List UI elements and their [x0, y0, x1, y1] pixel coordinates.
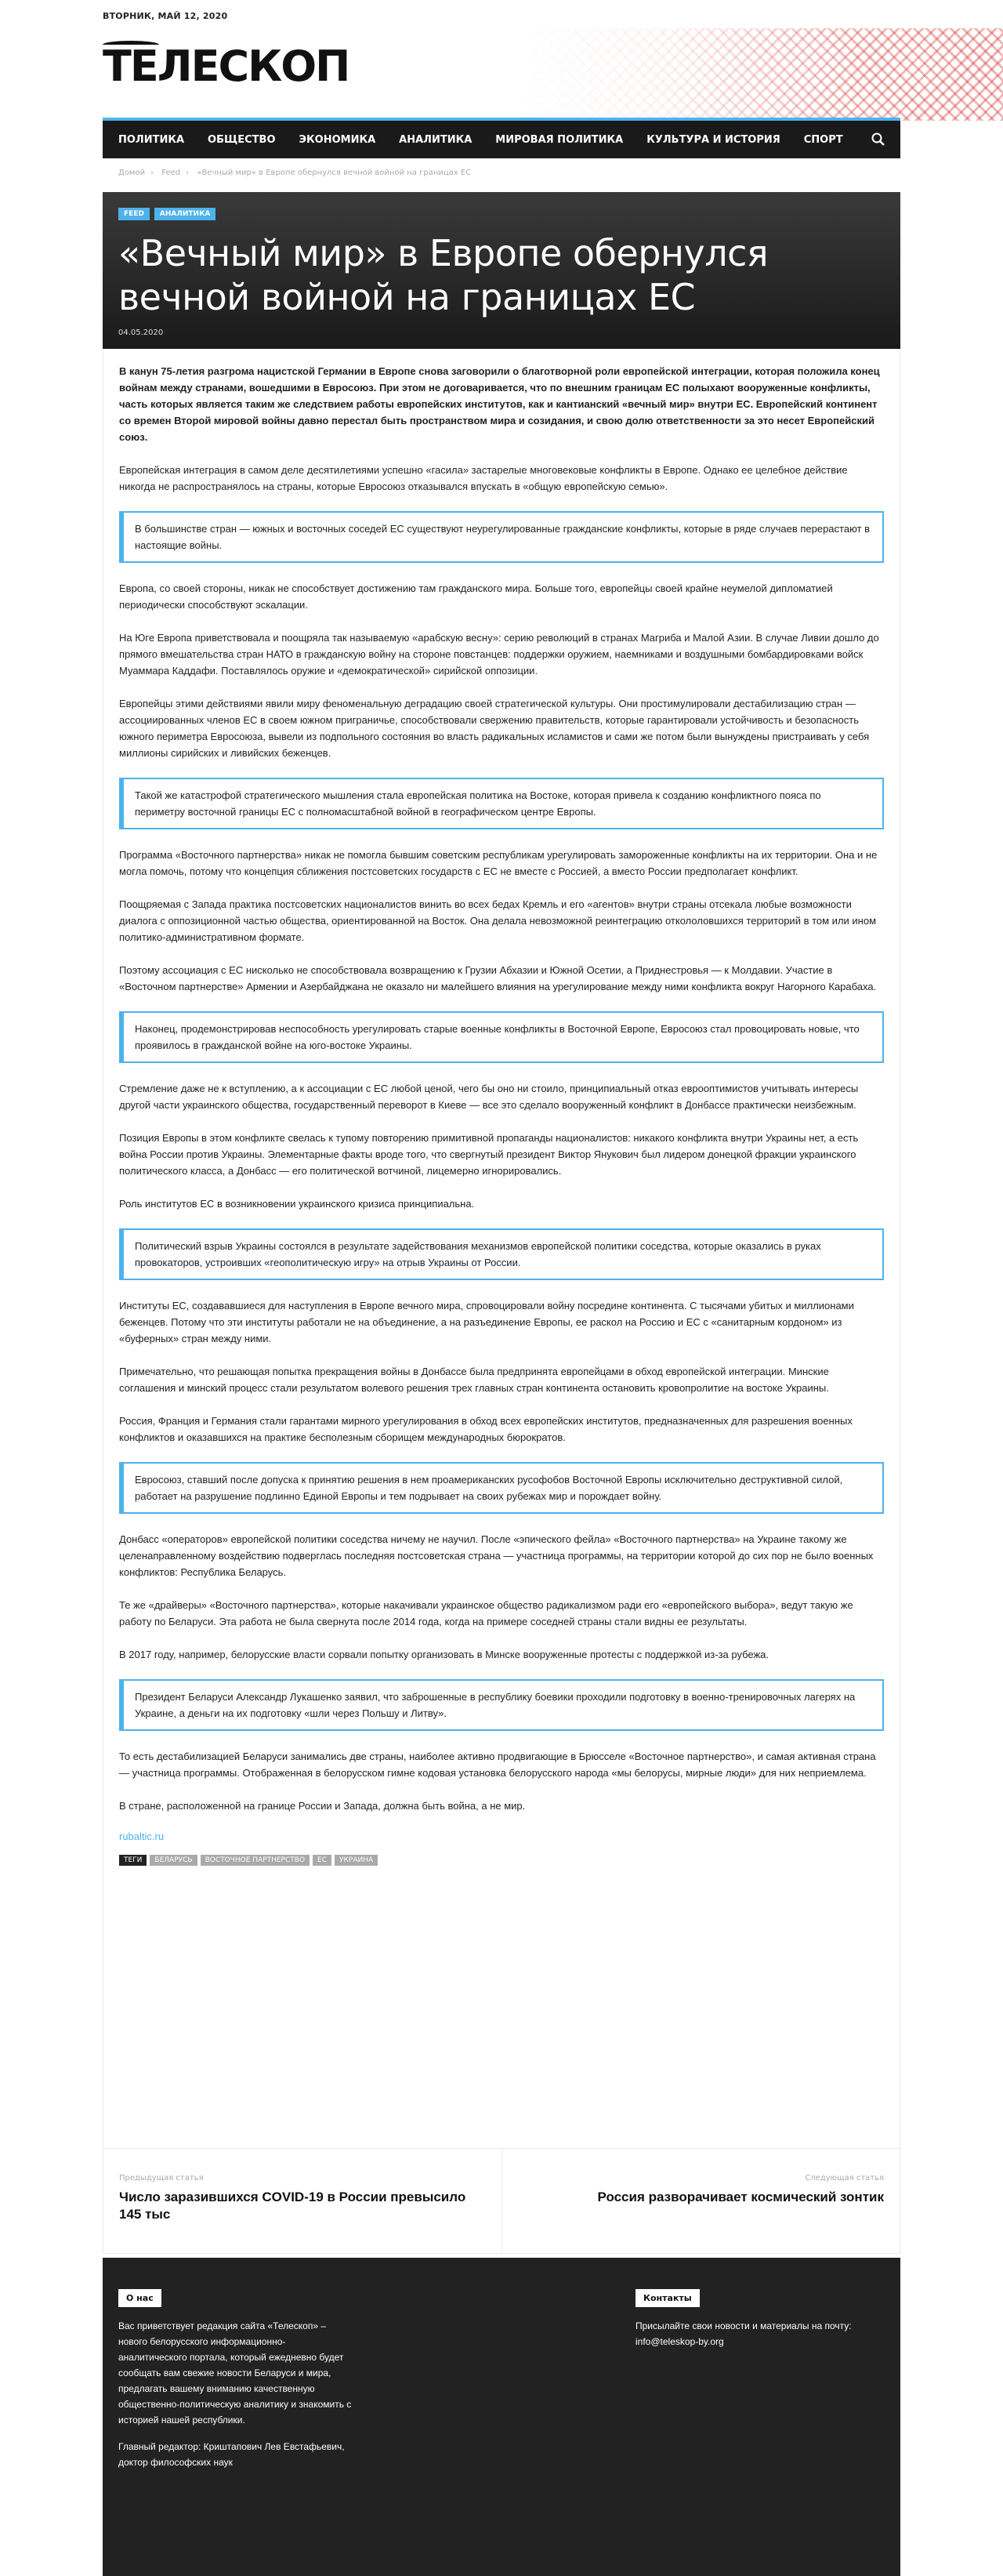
pull-quote: Наконец, продемонстрировав неспособность урегулировать старые военные конфликты в Восточной Европе, Евросоюз стал провоцировать новые, что проявилось в гражданской войне на юго-востоке Украины.	[119, 1011, 884, 1063]
source-link[interactable]: rubaltic.ru	[119, 1830, 165, 1842]
paragraph: Институты ЕС, создававшиеся для наступления в Европе вечного мира, спровоцировали войну посредине континента. С тысячами убитых и миллионами беженцев. Потому что эти институты работали не на объединение, а на разъединение Европы, ее раскол на Россию и ЕС с «санитарным кордоном» из «буферных» стран между ними.	[119, 1300, 854, 1344]
category-tag-analytics[interactable]: АНАЛИТИКА	[154, 208, 215, 220]
tag-ukraine[interactable]: УКРАИНА	[335, 1855, 378, 1866]
footer-about-title: О нас	[118, 2289, 161, 2307]
paragraph: Поэтому ассоциация с ЕС нисколько не способствовала возвращению к Грузии Абхазии и Южной Осетии, а Приднестровья — к Молдавии. Участие в «Восточном партнерстве» Армении и Азербайджана не оказало ни малейшего влияния на урегулирование между ними конфликта вокруг Нагорного Карабаха.	[119, 964, 877, 992]
paragraph: Европейская интеграция в самом деле десятилетиями успешно «гасила» застарелые многовековые конфликты в Европе. Однако ее целебное действие никогда не распространялось на страны, которые Евросоюз отказывался впускать в «общую европейскую семью».	[119, 464, 848, 492]
category-tags	[118, 208, 885, 220]
paragraph: Позиция Европы в этом конфликте свелась к тупому повторению примитивной пропаганды националистов: никакого конфликта внутри Украины нет, а есть война России против Украины. Элементарные факты вроде того, что свергнутый президент Виктор Янукович был лидером донецкой фракции украинского политического класса, а Донбасс — его политической вотчиной, лицемерно игнорировались.	[119, 1132, 859, 1177]
next-post-label: Следующая статья	[805, 2174, 884, 2182]
current-date: ВТОРНИК, МАЙ 12, 2020	[103, 11, 228, 21]
nav-item-sport[interactable]: СПОРТ	[803, 133, 843, 146]
footer-contacts-title: Контакты	[635, 2289, 700, 2307]
paragraph: Европейцы этими действиями явили миру феноменальную деградацию своей стратегической культуры. Они простимулировали дестабилизацию стран — ассоциированных членов ЕС в своем южном приграничье, способствовали свержению правительств, которые гарантировали устойчивость и безопасность южного периметра Евросоюза, вывели из подпольного состояния во власть радикальных исламистов и сами же потом были вынуждены пристраивать у себя миллионы сирийских и ливийских беженцев.	[119, 698, 870, 759]
category-tag-feed[interactable]: FEED	[118, 208, 150, 220]
article-header	[103, 192, 900, 349]
tag-eu[interactable]: ЕС	[313, 1855, 331, 1866]
prev-post[interactable]	[103, 2149, 502, 2255]
paragraph: Программа «Восточного партнерства» никак не помогла бывшим советским республикам урегулировать замороженные конфликты на их территории. Она и не могла помочь, потому что концепция сближения постсоветских государств с ЕС не вместе с Россией, а вместо России предполагает конфликт.	[119, 849, 878, 877]
nav-item-culture-history[interactable]: КУЛЬТУРА И ИСТОРИЯ	[646, 133, 780, 146]
footer-about-text: Вас приветствует редакция сайта «Телескоп» – нового белорусского информационно-аналитического портала, который ежедневно будет сообщать вам свежие новости Беларуси и мира, предлагать вашему вниманию качественную общественно-политическую аналитику и знакомить с историей нашей республики.	[118, 2320, 352, 2425]
paragraph: Стремление даже не к вступлению, а к ассоциации с ЕС любой ценой, чего бы оно ни стоило, принципиальный отказ евроoптимистов учитывать интересы другой части украинского общества, государственный переворот в Киеве — все это сделало вооруженный конфликт в Донбассе практически неизбежным.	[119, 1083, 859, 1111]
nav-item-world-politics[interactable]: МИРОВАЯ ПОЛИТИКА	[495, 133, 624, 146]
tag-eastern-partnership[interactable]: ВОСТОЧНОЕ ПАРТНЕРСТВО	[201, 1855, 310, 1866]
pull-quote: Такой же катастрофой стратегического мышления стала европейская политика на Востоке, которая привела к созданию конфликтного пояса по периметру восточной границы ЕС с полномасштабной войной в географическом центре Европы.	[119, 778, 884, 829]
tags-label: ТЕГИ	[119, 1855, 147, 1866]
nav-item-society[interactable]: ОБЩЕСТВО	[208, 133, 276, 146]
post-navigation	[103, 2148, 900, 2254]
search-icon[interactable]	[871, 132, 886, 147]
logo-text: ТЕЛЕСКОП	[103, 42, 349, 91]
nav-item-economy[interactable]: ЭКОНОМИКА	[299, 133, 376, 146]
breadcrumb-current: «Вечный мир» в Европе обернулся вечной войной на границах ЕС	[197, 169, 472, 177]
breadcrumb-home[interactable]: Домой	[118, 169, 146, 177]
paragraph: Европа, со своей стороны, никак не способствует достижению там гражданского мира. Больше того, европейцы своей крайне неумелой дипломатией периодически способствуют эскалации.	[119, 582, 833, 611]
pull-quote: Президент Беларуси Александр Лукашенко заявил, что заброшенные в республику боевики проходили подготовку в военно-тренировочных лагерях на Украине, а деньги на их подготовку «шли через Польшу и Литву».	[119, 1679, 884, 1731]
paragraph: Россия, Франция и Германия стали гарантами мирного урегулирования в обход всех европейских институтов, предназначенных для разрешения военных конфликтов и оказавшихся на практике бесполезным сборищем международных бюрократов.	[119, 1415, 853, 1443]
prev-post-title[interactable]: Число заразившихся COVID-19 в России превысило 145 тыс	[119, 2190, 466, 2222]
site-footer	[103, 2258, 900, 2576]
logo-swoosh	[103, 41, 159, 49]
header-ornament	[517, 28, 1003, 121]
paragraph: Поощряемая с Запада практика постсоветских националистов винить во всех бедах Кремль и его «агентов» внутри страны отсекала любые возможности диалога с оппозиционной частью общества, ориентированной на Восток. Она делала невозможной реинтеграцию откололовшихся территорий в том или ином политико-административном формате.	[119, 898, 877, 943]
next-post[interactable]	[501, 2149, 900, 2255]
pull-quote: В большинстве стран — южных и восточных соседей ЕС существуют неурегулированные гражданские конфликты, которые в ряде случаев перерастают в настоящие войны.	[119, 511, 884, 563]
site-logo[interactable]	[103, 42, 349, 91]
footer-contacts-text: Присылайте свои новости и материалы на почту: info@teleskop-by.org	[635, 2320, 852, 2347]
tag-belarus[interactable]: БЕЛАРУСЬ	[150, 1855, 197, 1866]
paragraph: Роль институтов ЕС в возникновении украинского кризиса принципиальна.	[119, 1198, 475, 1210]
prev-post-label: Предыдущая статья	[119, 2174, 204, 2182]
page-title: «Вечный мир» в Европе обернулся вечной войной на границах ЕС	[118, 232, 769, 318]
publish-date: 04.05.2020	[118, 328, 164, 337]
paragraph: В 2017 году, например, белорусские власти сорвали попытку организовать в Минске вооруженные протесты с поддержкой из-за рубежа.	[119, 1649, 769, 1660]
paragraph: То есть дестабилизацией Беларуси занимались две страны, наиболее активно продвигающие в Брюсселе «Восточное партнерство», и самая активная страна — участница программы. Отображенная в белорусском гимне кодовая установка белорусского народа «мы белорусы, мирные люди» для них неприемлема.	[119, 1751, 876, 1779]
breadcrumb: Домой › Feed › «Вечный мир» в Европе обернулся вечной войной на границах ЕС	[118, 169, 472, 177]
pull-quote: Евросоюз, ставший после допуска к принятию решения в нем проамериканских русофобов Восточной Европы исключительно деструктивной силой, работает на разрушение подлинно Единой Европы и тем подрывает на своих рубежах мир и порождает войну.	[119, 1462, 884, 1514]
main-nav	[103, 118, 900, 158]
article-tags	[119, 1855, 884, 1866]
article-lead: В канун 75-летия разгрома нацистской Германии в Европе снова заговорили о благотворной роли европейской интеграции, которая положила конец войнам между странами, вошедшими в Евросоюз. При этом не договаривается, что по внешним границам ЕС полыхают вооруженные конфликты, часть которых является таким же следствием работы европейских институтов, как и кантианский «вечный мир» внутри ЕС. Европейский континент со времен Второй мировой войны давно перестал быть пространством мира и созидания, и свою долю ответственности за это несет Европейский союз.	[119, 365, 880, 443]
footer-about	[118, 2289, 353, 2470]
pull-quote: Политический взрыв Украины состоялся в результате задействования механизмов европейской политики соседства, которые оказались в руках провокаторов, устроивших «геополитическую игру» на отрыв Украины от России.	[119, 1228, 884, 1280]
footer-contacts	[635, 2289, 886, 2349]
nav-item-analytics[interactable]: АНАЛИТИКА	[399, 133, 473, 146]
nav-item-politics[interactable]: ПОЛИТИКА	[118, 133, 185, 146]
paragraph: Донбасс «операторов» европейской политики соседства ничему не научил. После «эпического фейла» «Восточного партнерства» на Украине такому же целенаправленному воздействию подверглась последняя постсоветская страна — участница программы, на территории которой до сих пор не было военных конфликтов: Республика Беларусь.	[119, 1533, 874, 1578]
article-body	[103, 349, 900, 2215]
paragraph: Примечательно, что решающая попытка прекращения войны в Донбассе была предпринята европейцами в обход европейской интеграции. Минские соглашения и минский процесс стали результатом волевого решения трех главных стран континента остановить кровопролитие на востоке Украины.	[119, 1366, 829, 1394]
paragraph: В стране, расположенной на границе России и Запада, должна быть война, а не мир.	[119, 1800, 526, 1812]
breadcrumb-feed[interactable]: Feed	[161, 169, 181, 177]
next-post-title[interactable]: Россия разворачивает космический зонтик	[597, 2190, 884, 2204]
paragraph: Те же «драйверы» «Восточного партнерства», которые накачивали украинское общество радикализмом ради его «европейского выбора», ведут такую же работу по Беларуси. Эта работа не была свернута после 2014 года, когда на примере соседней страны стали видны ее результаты.	[119, 1599, 853, 1627]
footer-editor: Главный редактор: Криштапович Лев Евстафьевич, доктор философских наук	[118, 2441, 345, 2468]
paragraph: На Юге Европа приветствовала и поощряла так называемую «арабскую весну»: серию революций в странах Магриба и Малой Азии. В случае Ливии дошло до прямого вмешательства стран НАТО в гражданскую войну на стороне повстанцев: поддержки оружием, наемниками и воздушными бомбардировками войск Муаммара Каддафи. Поставлялось оружие и «демократической» сирийской оппозиции.	[119, 632, 879, 677]
